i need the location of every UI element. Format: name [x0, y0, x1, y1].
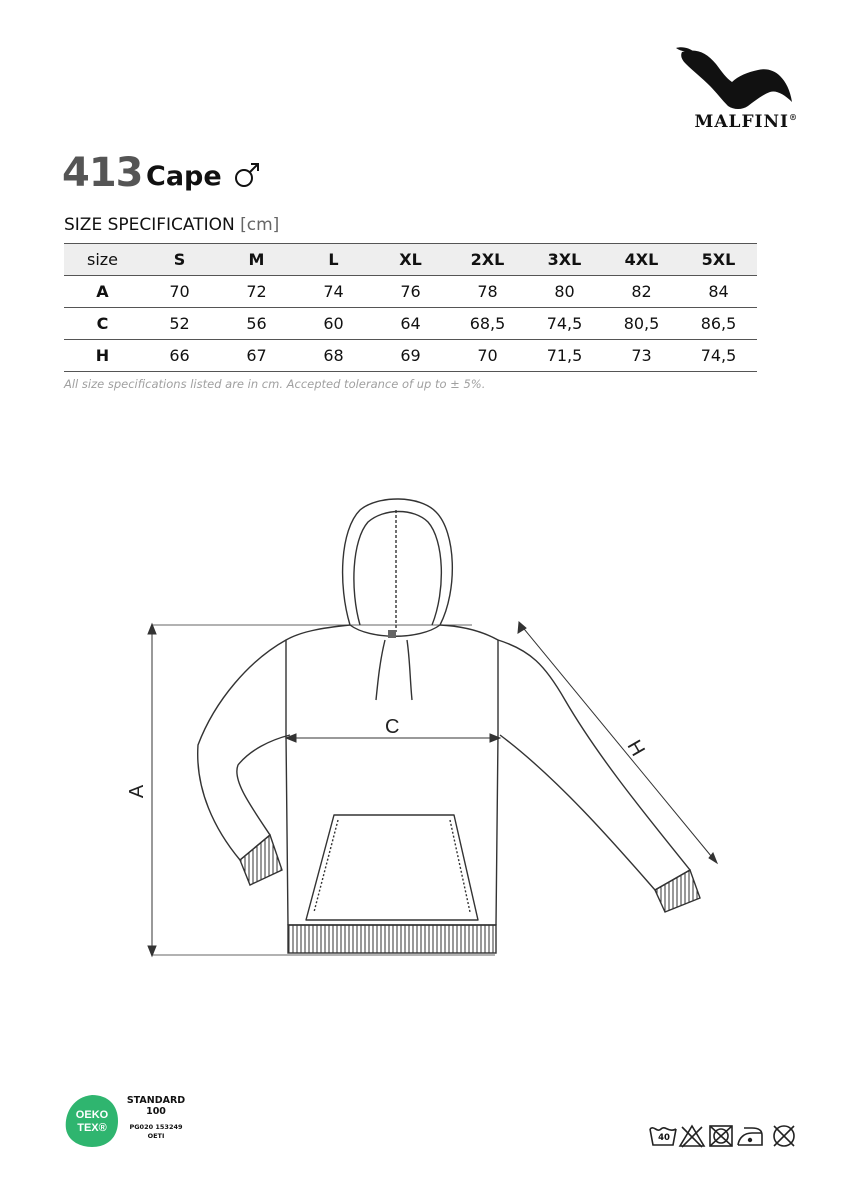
table-cell: 64 — [372, 308, 449, 340]
table-cell: 68,5 — [449, 308, 526, 340]
table-cell: 71,5 — [526, 340, 603, 372]
row-label: C — [64, 308, 141, 340]
no-bleach-icon — [680, 1126, 704, 1147]
table-header-row — [64, 244, 757, 276]
table-cell: 60 — [295, 308, 372, 340]
table-cell: 80 — [526, 276, 603, 308]
size-table — [64, 243, 757, 372]
no-dry-clean-icon — [774, 1126, 794, 1146]
oeko-tex-logo-icon — [64, 1093, 120, 1149]
column-header: 5XL — [680, 244, 757, 276]
table-cell: 84 — [680, 276, 757, 308]
column-header: 2XL — [449, 244, 526, 276]
table-cell: 72 — [218, 276, 295, 308]
iron-low-icon — [738, 1128, 762, 1145]
product-name: Cape — [146, 161, 222, 192]
table-cell: 76 — [372, 276, 449, 308]
size-spec-title: SIZE SPECIFICATION — [64, 215, 235, 235]
column-header: L — [295, 244, 372, 276]
table-cell: 74,5 — [526, 308, 603, 340]
certificate-institute: OETI — [147, 1132, 165, 1140]
column-header: size — [64, 244, 141, 276]
table-cell: 52 — [141, 308, 218, 340]
table-row — [64, 308, 757, 340]
size-spec-unit: [cm] — [240, 215, 280, 235]
table-cell: 70 — [449, 340, 526, 372]
column-header: M — [218, 244, 295, 276]
brand-name — [640, 112, 798, 132]
total-length-label: A — [126, 784, 149, 799]
column-header: S — [141, 244, 218, 276]
tolerance-note: All size specifications listed are in cm. Accepted tolerance of up to ± 5%. — [64, 377, 486, 391]
table-cell: 73 — [603, 340, 680, 372]
row-label: A — [64, 276, 141, 308]
column-header: 4XL — [603, 244, 680, 276]
oeko-line1: OEKO — [75, 1109, 109, 1121]
certificate-number: PG020 153249 — [129, 1123, 183, 1131]
wash-temperature: 40 — [658, 1133, 670, 1143]
row-label: H — [64, 340, 141, 372]
brand-name-text: MALFINI — [694, 112, 789, 132]
table-cell: 66 — [141, 340, 218, 372]
table-cell: 82 — [603, 276, 680, 308]
table-cell: 68 — [295, 340, 372, 372]
table-cell: 80,5 — [603, 308, 680, 340]
chest-width-label: C — [385, 716, 400, 738]
eagle-logo-icon — [676, 42, 796, 112]
sleeve-length-label: H — [622, 736, 649, 761]
table-cell: 69 — [372, 340, 449, 372]
table-cell: 86,5 — [680, 308, 757, 340]
registered-mark: ® — [789, 112, 798, 122]
table-cell: 74,5 — [680, 340, 757, 372]
product-code: 413 — [62, 150, 143, 196]
oeko-line2: TEX® — [77, 1122, 107, 1134]
standard-label: STANDARD — [126, 1095, 186, 1106]
table-cell: 67 — [218, 340, 295, 372]
table-cell: 78 — [449, 276, 526, 308]
column-header: XL — [372, 244, 449, 276]
oeko-code — [122, 1123, 190, 1141]
standard-number: 100 — [146, 1106, 166, 1117]
oeko-standard — [125, 1095, 187, 1117]
table-row — [64, 340, 757, 372]
size-spec-heading — [64, 215, 279, 235]
table-cell: 74 — [295, 276, 372, 308]
table-row — [64, 276, 757, 308]
hoodie-technical-drawing-icon — [120, 490, 730, 970]
table-cell: 56 — [218, 308, 295, 340]
no-tumble-dry-icon — [710, 1126, 732, 1146]
column-header: 3XL — [526, 244, 603, 276]
table-cell: 70 — [141, 276, 218, 308]
male-symbol-icon — [232, 158, 262, 190]
